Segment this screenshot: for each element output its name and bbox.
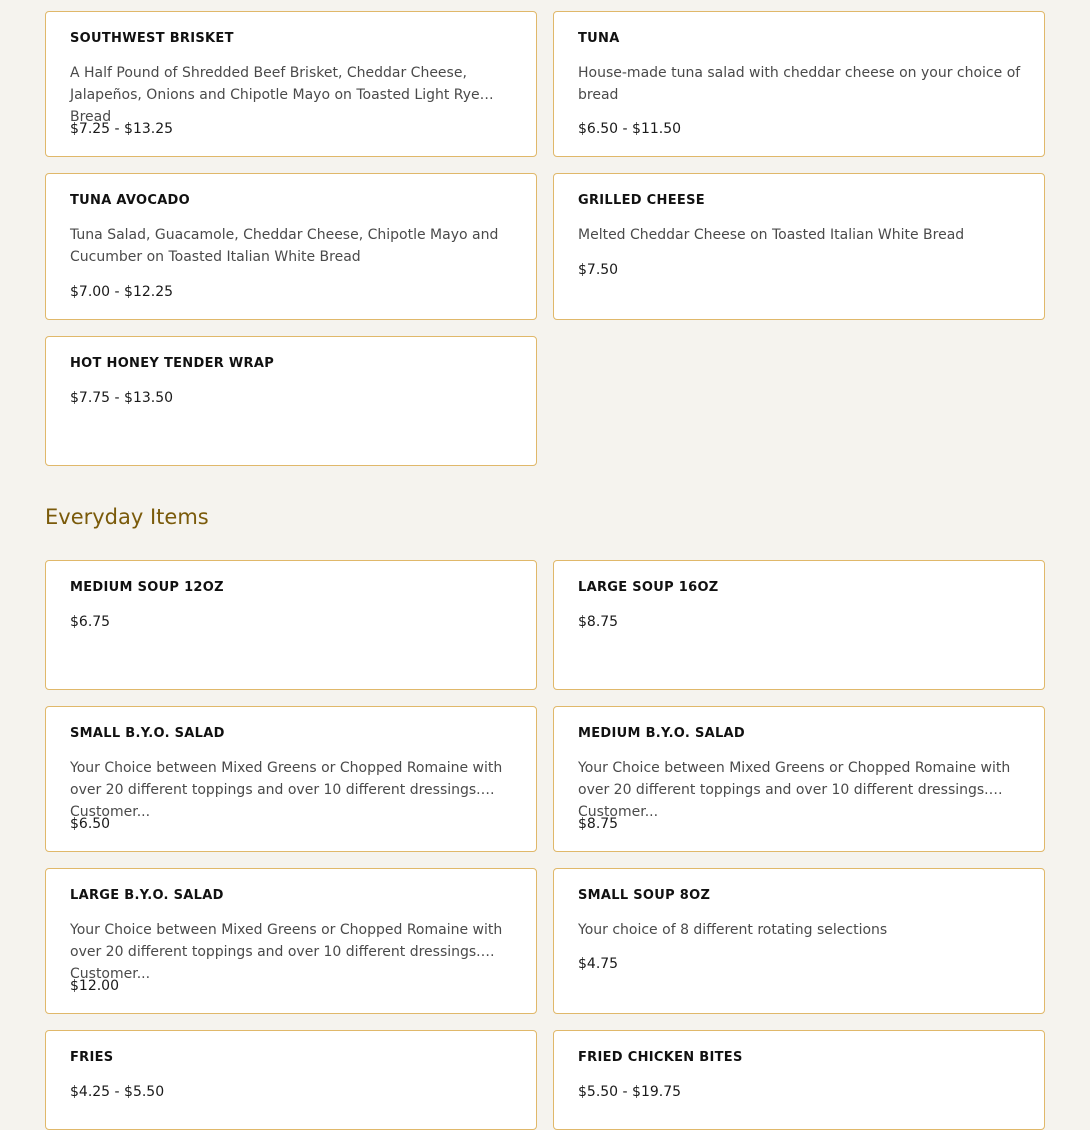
item-price: $6.75 [70,614,111,630]
item-price: $7.25 - $13.25 [70,121,174,137]
item-price: $5.50 - $19.75 [578,1084,682,1100]
item-name: MEDIUM B.Y.O. SALAD [578,726,746,741]
item-name: GRILLED CHEESE [578,193,705,208]
menu-item-card[interactable] [553,11,1045,157]
menu-item-card[interactable] [553,1030,1045,1130]
item-name: TUNA [578,31,620,46]
item-description: Tuna Salad, Guacamole, Cheddar Cheese, Chipotle Mayo and Cucumber on Toasted Italian White Bread [70,227,499,265]
item-description: House-made tuna salad with cheddar cheese on your choice of bread [578,65,1021,103]
item-description: Your Choice between Mixed Greens or Chopped Romaine with over 20 different toppings and over 10 different dressings. Customer... [578,760,1011,820]
item-name: MEDIUM SOUP 12OZ [70,580,224,595]
item-name: LARGE B.Y.O. SALAD [70,888,224,903]
menu-item-card[interactable] [553,706,1045,852]
item-price: $8.75 [578,614,619,630]
item-name: FRIED CHICKEN BITES [578,1050,743,1065]
menu-item-card[interactable] [553,868,1045,1014]
menu-item-card[interactable] [45,11,537,157]
item-name: LARGE SOUP 16OZ [578,580,719,595]
menu-item-card[interactable] [553,560,1045,690]
item-description: Your Choice between Mixed Greens or Chopped Romaine with over 20 different toppings and over 10 different dressings. Customer... [70,760,503,820]
item-name: TUNA AVOCADO [70,193,190,208]
item-name: FRIES [70,1050,114,1065]
item-description: Melted Cheddar Cheese on Toasted Italian White Bread [578,227,965,243]
item-price: $7.75 - $13.50 [70,390,174,406]
item-price: $6.50 [70,816,111,832]
item-price: $4.25 - $5.50 [70,1084,165,1100]
item-description: Your Choice between Mixed Greens or Chopped Romaine with over 20 different toppings and over 10 different dressings. Customer... [70,922,503,982]
menu-item-card[interactable] [45,336,537,466]
item-price: $12.00 [70,978,119,994]
menu-item-card[interactable] [45,560,537,690]
menu-item-card[interactable] [45,173,537,320]
item-price: $7.50 [578,262,619,278]
item-price: $7.00 - $12.25 [70,284,174,300]
item-description: A Half Pound of Shredded Beef Brisket, Cheddar Cheese, Jalapeños, Onions and Chipotle Mayo on Toasted Light Rye Bread [70,65,480,125]
menu-item-card[interactable] [45,1030,537,1130]
item-price: $6.50 - $11.50 [578,121,682,137]
menu-item-card[interactable] [553,173,1045,320]
item-price: $8.75 [578,816,619,832]
item-name: SOUTHWEST BRISKET [70,31,234,46]
item-name: HOT HONEY TENDER WRAP [70,356,275,371]
item-name: SMALL SOUP 8OZ [578,888,711,903]
menu-item-card[interactable] [45,868,537,1014]
item-name: SMALL B.Y.O. SALAD [70,726,225,741]
section-heading: Everyday Items [45,505,209,529]
menu-item-card[interactable] [45,706,537,852]
item-price: $4.75 [578,956,619,972]
item-description: Your choice of 8 different rotating selections [578,922,888,938]
